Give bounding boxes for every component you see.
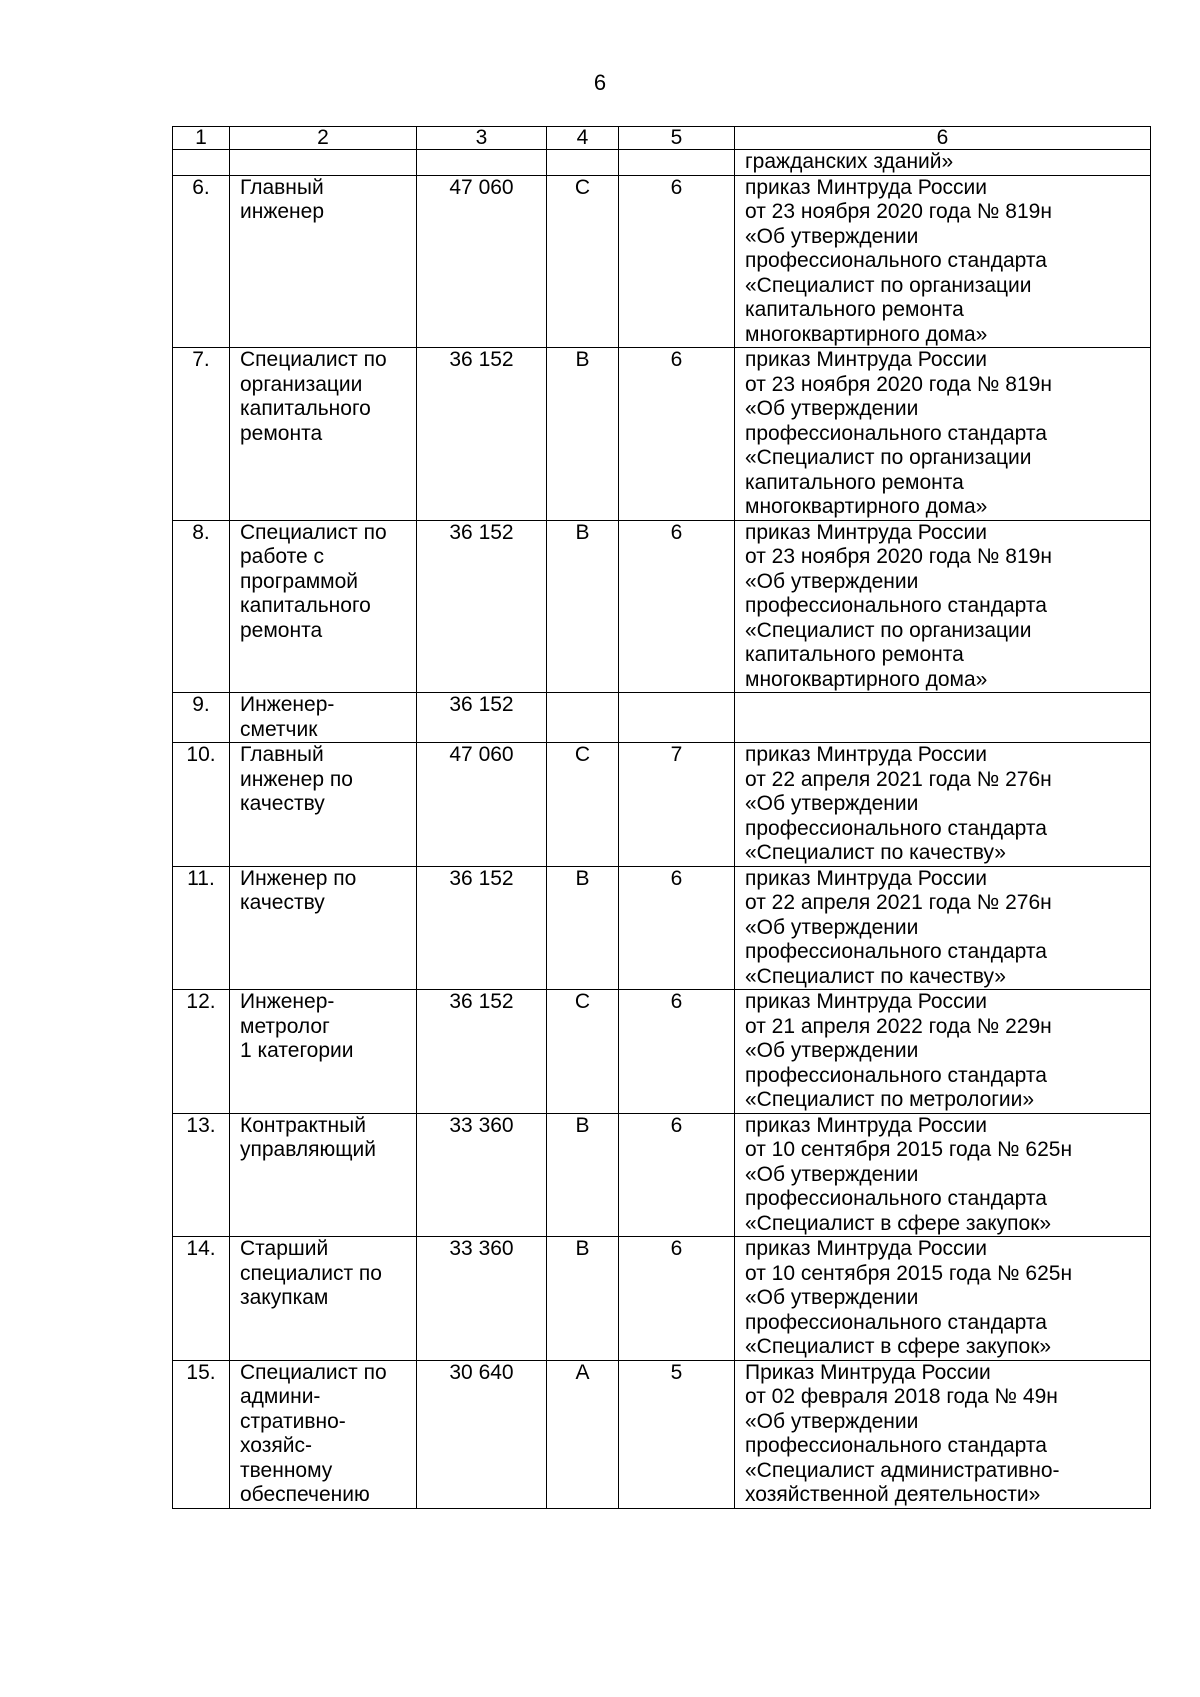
qualification-group: С (547, 990, 619, 1114)
qualification-level: 6 (619, 520, 735, 693)
position-name: Инженер- сметчик (230, 693, 417, 743)
row-number: 8. (173, 520, 230, 693)
salary-value: 33 360 (417, 1237, 547, 1361)
qualification-group: В (547, 1237, 619, 1361)
position-name: Старший специалист по закупкам (230, 1237, 417, 1361)
position-name: Контрактный управляющий (230, 1113, 417, 1237)
qualification-group: С (547, 743, 619, 867)
qualification-group: В (547, 1113, 619, 1237)
header-cell: 1 (173, 127, 230, 150)
qualification-group: А (547, 1360, 619, 1508)
table-row (173, 1113, 1151, 1237)
table-row (173, 1237, 1151, 1361)
salary-value: 36 152 (417, 990, 547, 1114)
qualification-group: В (547, 866, 619, 990)
table-row (173, 175, 1151, 348)
header-cell: 3 (417, 127, 547, 150)
position-name: Инженер- метролог 1 категории (230, 990, 417, 1114)
row-number: 13. (173, 1113, 230, 1237)
qualification-group: С (547, 175, 619, 348)
qualification-group (547, 693, 619, 743)
legal-basis: приказ Минтруда России от 23 ноября 2020 года № 819н «Об утверждении профессионального стандарта «Специалист по организации капитального ремонта многоквартирного дома» (735, 520, 1151, 693)
qualification-level: 6 (619, 348, 735, 521)
page-number: 6 (593, 70, 607, 95)
table-row (173, 743, 1151, 867)
salary-value: 33 360 (417, 1113, 547, 1237)
row-number: 6. (173, 175, 230, 348)
staff-table (172, 126, 1151, 1509)
position-name: Инженер по качеству (230, 866, 417, 990)
qualification-level: 7 (619, 743, 735, 867)
salary-value: 36 152 (417, 520, 547, 693)
header-cell: 2 (230, 127, 417, 150)
table-cell (230, 150, 417, 176)
salary-value: 47 060 (417, 743, 547, 867)
qualification-level: 6 (619, 175, 735, 348)
legal-basis: приказ Минтруда России от 23 ноября 2020 года № 819н «Об утверждении профессионального стандарта «Специалист по организации капитального ремонта многоквартирного дома» (735, 348, 1151, 521)
table-cell (417, 150, 547, 176)
table-cell (173, 150, 230, 176)
qualification-level: 6 (619, 990, 735, 1114)
position-name: Главный инженер по качеству (230, 743, 417, 867)
position-name: Главный инженер (230, 175, 417, 348)
header-row (173, 127, 1151, 150)
header-cell: 5 (619, 127, 735, 150)
table-row (173, 866, 1151, 990)
legal-basis: приказ Минтруда России от 21 апреля 2022 года № 229н «Об утверждении профессионального стандарта «Специалист по метрологии» (735, 990, 1151, 1114)
qualification-level (619, 693, 735, 743)
legal-basis: приказ Минтруда России от 22 апреля 2021 года № 276н «Об утверждении профессионального стандарта «Специалист по качеству» (735, 866, 1151, 990)
qualification-group: В (547, 520, 619, 693)
salary-value: 36 152 (417, 348, 547, 521)
position-name: Специалист по организации капитального ремонта (230, 348, 417, 521)
salary-value: 36 152 (417, 866, 547, 990)
row-number: 14. (173, 1237, 230, 1361)
row-number: 9. (173, 693, 230, 743)
table-cell (619, 150, 735, 176)
salary-value: 30 640 (417, 1360, 547, 1508)
table-row (173, 520, 1151, 693)
qualification-level: 5 (619, 1360, 735, 1508)
legal-basis: Приказ Минтруда России от 02 февраля 2018 года № 49н «Об утверждении профессионального стандарта «Специалист административно- хозяйственной деятельности» (735, 1360, 1151, 1508)
row-number: 7. (173, 348, 230, 521)
table-row (173, 348, 1151, 521)
table-row (173, 990, 1151, 1114)
row-number: 10. (173, 743, 230, 867)
legal-basis: приказ Минтруда России от 22 апреля 2021 года № 276н «Об утверждении профессионального стандарта «Специалист по качеству» (735, 743, 1151, 867)
legal-basis: приказ Минтруда России от 23 ноября 2020 года № 819н «Об утверждении профессионального стандарта «Специалист по организации капитального ремонта многоквартирного дома» (735, 175, 1151, 348)
salary-value: 47 060 (417, 175, 547, 348)
salary-value: 36 152 (417, 693, 547, 743)
continuation-row (173, 150, 1151, 176)
legal-basis: приказ Минтруда России от 10 сентября 2015 года № 625н «Об утверждении профессионального стандарта «Специалист в сфере закупок» (735, 1237, 1151, 1361)
table-row (173, 693, 1151, 743)
position-name: Специалист по админи- стративно- хозяйс- твенному обеспечению (230, 1360, 417, 1508)
legal-basis: приказ Минтруда России от 10 сентября 2015 года № 625н «Об утверждении профессионального стандарта «Специалист в сфере закупок» (735, 1113, 1151, 1237)
row-number: 12. (173, 990, 230, 1114)
table-cell (547, 150, 619, 176)
qualification-level: 6 (619, 866, 735, 990)
legal-basis (735, 693, 1151, 743)
row-number: 15. (173, 1360, 230, 1508)
header-cell: 4 (547, 127, 619, 150)
qualification-group: В (547, 348, 619, 521)
row-number: 11. (173, 866, 230, 990)
header-cell: 6 (735, 127, 1151, 150)
table-row (173, 1360, 1151, 1508)
qualification-level: 6 (619, 1237, 735, 1361)
qualification-level: 6 (619, 1113, 735, 1237)
continuation-text: гражданских зданий» (735, 150, 1151, 176)
position-name: Специалист по работе с программой капитального ремонта (230, 520, 417, 693)
